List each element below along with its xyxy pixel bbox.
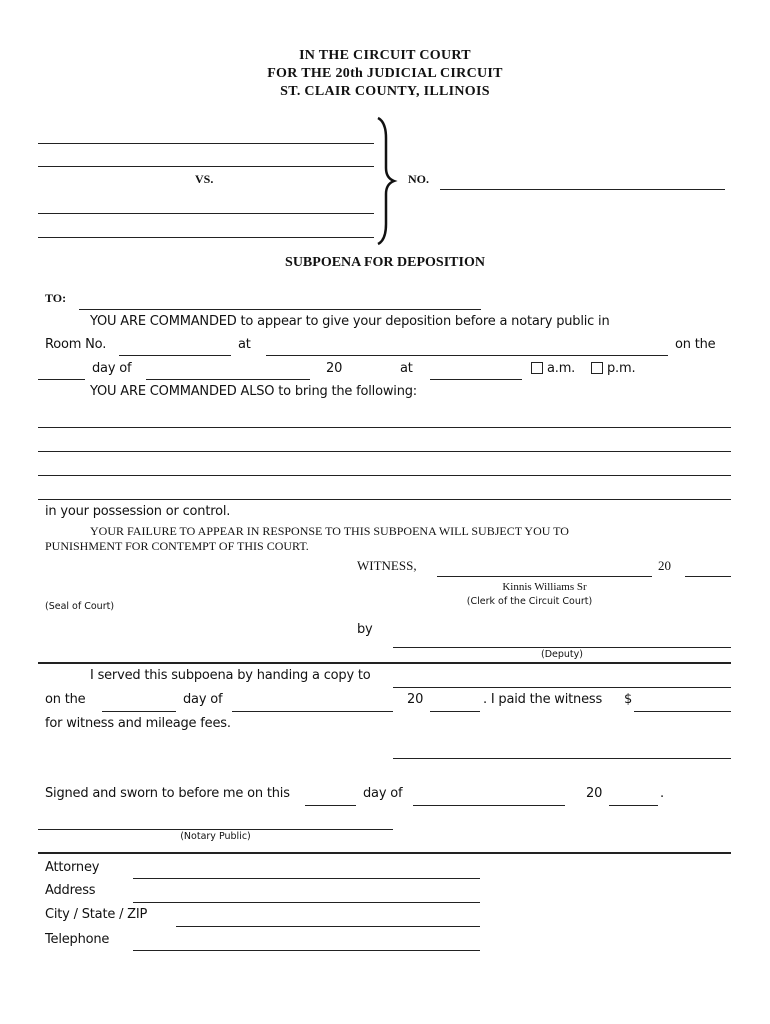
clerk-name: Kinnis Williams Sr — [502, 581, 587, 593]
time-field[interactable] — [430, 379, 522, 380]
am-label: a.m. — [547, 361, 576, 376]
city-state-zip-field[interactable] — [176, 926, 480, 927]
room-label: Room No. — [45, 337, 107, 352]
caption-brace — [374, 116, 398, 246]
sworn-day-of-label: day of — [363, 786, 403, 801]
room-field[interactable] — [119, 355, 231, 356]
telephone-label: Telephone — [45, 932, 110, 947]
to-label: TO: — [45, 291, 67, 305]
month-field[interactable] — [146, 379, 310, 380]
deputy-signature-field[interactable] — [393, 647, 731, 648]
served-text: I served this subpoena by handing a copy to — [90, 668, 371, 683]
bring-following-text: YOU ARE COMMANDED ALSO to bring the following: — [90, 384, 417, 399]
attorney-field[interactable] — [133, 878, 480, 879]
county-state: ST. CLAIR COUNTY, ILLINOIS — [280, 84, 490, 99]
sworn-period: . — [660, 786, 664, 801]
to-field[interactable] — [79, 309, 481, 310]
day-of-label: day of — [92, 361, 132, 376]
service-day-of-label: day of — [183, 692, 223, 707]
seal-of-court: (Seal of Court) — [45, 601, 115, 612]
am-checkbox[interactable] — [531, 362, 543, 374]
clerk-title: (Clerk of the Circuit Court) — [466, 596, 593, 607]
notary-label: (Notary Public) — [180, 831, 251, 842]
deputy-label: (Deputy) — [541, 649, 583, 660]
notary-signature-field[interactable] — [38, 829, 393, 830]
pm-checkbox[interactable] — [591, 362, 603, 374]
year-prefix: 20 — [326, 361, 343, 376]
service-on-the-label: on the — [45, 692, 86, 707]
server-signature-field[interactable] — [393, 758, 731, 759]
judicial-circuit: FOR THE 20th JUDICIAL CIRCUIT — [267, 66, 503, 81]
items-line-4[interactable] — [38, 499, 731, 500]
sworn-text: Signed and sworn to before me on this — [45, 786, 290, 801]
time-at-label: at — [400, 361, 413, 376]
defendant-line-2[interactable] — [38, 237, 374, 238]
warning-line-1: YOUR FAILURE TO APPEAR IN RESPONSE TO THIS SUBPOENA WILL SUBJECT YOU TO — [90, 524, 569, 538]
service-year-field[interactable] — [430, 711, 480, 712]
on-the-label: on the — [675, 337, 716, 352]
witness-year-field[interactable] — [685, 576, 731, 577]
items-line-1[interactable] — [38, 427, 731, 428]
location-field[interactable] — [266, 355, 668, 356]
fee-amount-field[interactable] — [634, 711, 731, 712]
case-number-label: NO. — [408, 172, 429, 186]
witness-label: WITNESS, — [357, 558, 417, 573]
served-person-field[interactable] — [393, 687, 731, 688]
items-line-2[interactable] — [38, 451, 731, 452]
document-title: SUBPOENA FOR DEPOSITION — [285, 255, 485, 270]
vs-label: VS. — [195, 172, 214, 186]
items-line-3[interactable] — [38, 475, 731, 476]
case-number-field[interactable] — [440, 189, 725, 190]
paid-witness-text: . I paid the witness — [483, 692, 603, 707]
telephone-field[interactable] — [133, 950, 480, 951]
plaintiff-line-1[interactable] — [38, 143, 374, 144]
possession-text: in your possession or control. — [45, 504, 231, 519]
by-label: by — [357, 622, 373, 637]
section-divider-2 — [38, 852, 731, 854]
warning-line-2: PUNISHMENT FOR CONTEMPT OF THIS COURT. — [45, 539, 309, 553]
city-state-zip-label: City / State / ZIP — [45, 907, 148, 922]
plaintiff-line-2[interactable] — [38, 166, 374, 167]
witness-date-field[interactable] — [437, 576, 652, 577]
section-divider-1 — [38, 662, 731, 664]
witness-year-prefix: 20 — [658, 558, 671, 573]
at-label: at — [238, 337, 251, 352]
service-year-prefix: 20 — [407, 692, 424, 707]
attorney-label: Attorney — [45, 860, 100, 875]
service-month-field[interactable] — [232, 711, 393, 712]
defendant-line-1[interactable] — [38, 213, 374, 214]
address-label: Address — [45, 883, 96, 898]
service-day-field[interactable] — [102, 711, 176, 712]
fees-text: for witness and mileage fees. — [45, 716, 231, 731]
sworn-year-field[interactable] — [609, 805, 658, 806]
day-field[interactable] — [38, 379, 85, 380]
pm-label: p.m. — [607, 361, 636, 376]
court-name: IN THE CIRCUIT COURT — [299, 48, 471, 63]
address-field[interactable] — [133, 902, 480, 903]
dollar-sign: $ — [624, 692, 633, 707]
command-text: YOU ARE COMMANDED to appear to give your deposition before a notary public in — [90, 314, 610, 329]
sworn-month-field[interactable] — [413, 805, 565, 806]
sworn-year-prefix: 20 — [586, 786, 603, 801]
sworn-day-field[interactable] — [305, 805, 356, 806]
